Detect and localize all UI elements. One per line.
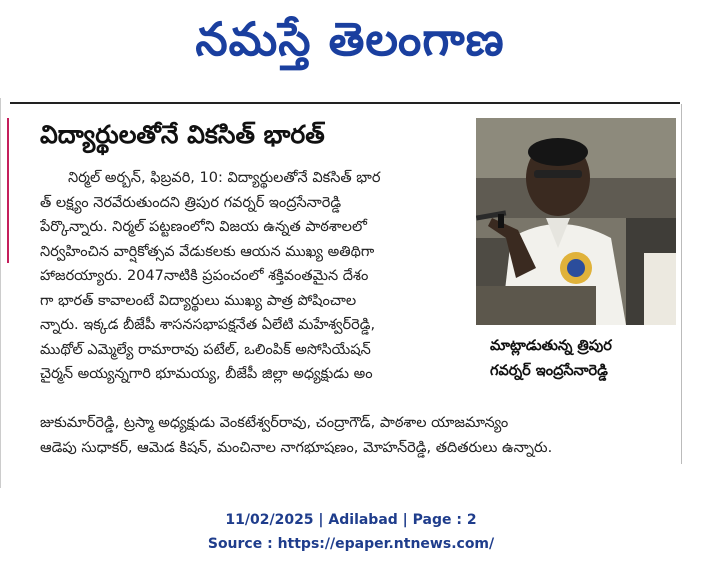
body-line: గా భారత్ కావాలంటే విద్యార్థులు ముఖ్య పాత్ర పోషించాల [40,292,357,309]
body-line: పేర్కొన్నారు. నిర్మల్ పట్టణంలోని విజయ ఉన్నత పాఠశాలలో [40,219,367,235]
article-body [40,166,472,387]
source-footer [0,508,702,556]
body-line: హాజరయ్యారు. 2047నాటికి ప్రపంచంలో శక్తివంతమైన దేశం [40,268,369,284]
body-line: ఆడెపు సుధాకర్, ఆమెడ కిషన్, మంచినాల నాగభూషణం, మోహన్‌రెడ్డి, తదితరులు ఉన్నారు. [40,439,553,456]
newspaper-masthead: నమస్తే తెలంగాణ [195,12,505,66]
body-line: చైర్మన్ అయ్యన్నగారి భూమయ్య, బీజేపీ జిల్లా అధ్యక్షుడు అం [40,366,373,382]
left-column-marker [7,118,9,263]
article-headline: విద్యార్థులతోనే వికసిత్ భారత్ [40,120,325,149]
caption-line: గవర్నర్ ఇంద్రసేనారెడ్డి [490,363,608,379]
footer-dateline: 11/02/2025 | Adilabad | Page : 2 [225,512,477,528]
body-line: నిర్వహించిన వార్షికోత్సవ వేడుకలకు ఆయన ముఖ్య అతిథిగా [40,243,375,260]
body-line: నిర్మల్ అర్బన్, ఫిబ్రవరి, 10: విద్యార్థులతోనే వికసిత్ భార [68,170,381,186]
footer-source: Source : https://epaper.ntnews.com/ [207,536,495,552]
caption-line: మాట్లాడుతున్న త్రిపుర [490,338,612,354]
body-line: త్ లక్ష్యం నెరవేరుతుందని త్రిపుర గవర్నర్ ఇంద్రసేనారెడ్డి [40,194,342,211]
right-column-rule [681,104,682,464]
left-page-edge [0,98,1,488]
governor-speaking-photo [476,118,676,325]
masthead-divider [10,102,680,104]
body-line: న్నారు. ఇక్కడ బీజేపీ శాసనసభాపక్షనేత ఏలేటి మహేశ్వర్‌రెడ్డి, [40,317,376,333]
photo-caption [490,334,680,384]
article-body-continued [40,411,680,460]
body-line: ముథోల్ ఎమ్మెల్యే రామారావు పటేల్, ఒలింపిక్ అసోసియేషన్ [40,341,371,358]
body-line: జుకుమార్‌రెడ్డి, ట్రస్మా అధ్యక్షుడు వెంకటేశ్వర్‌రావు, చంద్రాగౌడ్, పాఠశాల యాజమాన్యం [40,415,509,431]
